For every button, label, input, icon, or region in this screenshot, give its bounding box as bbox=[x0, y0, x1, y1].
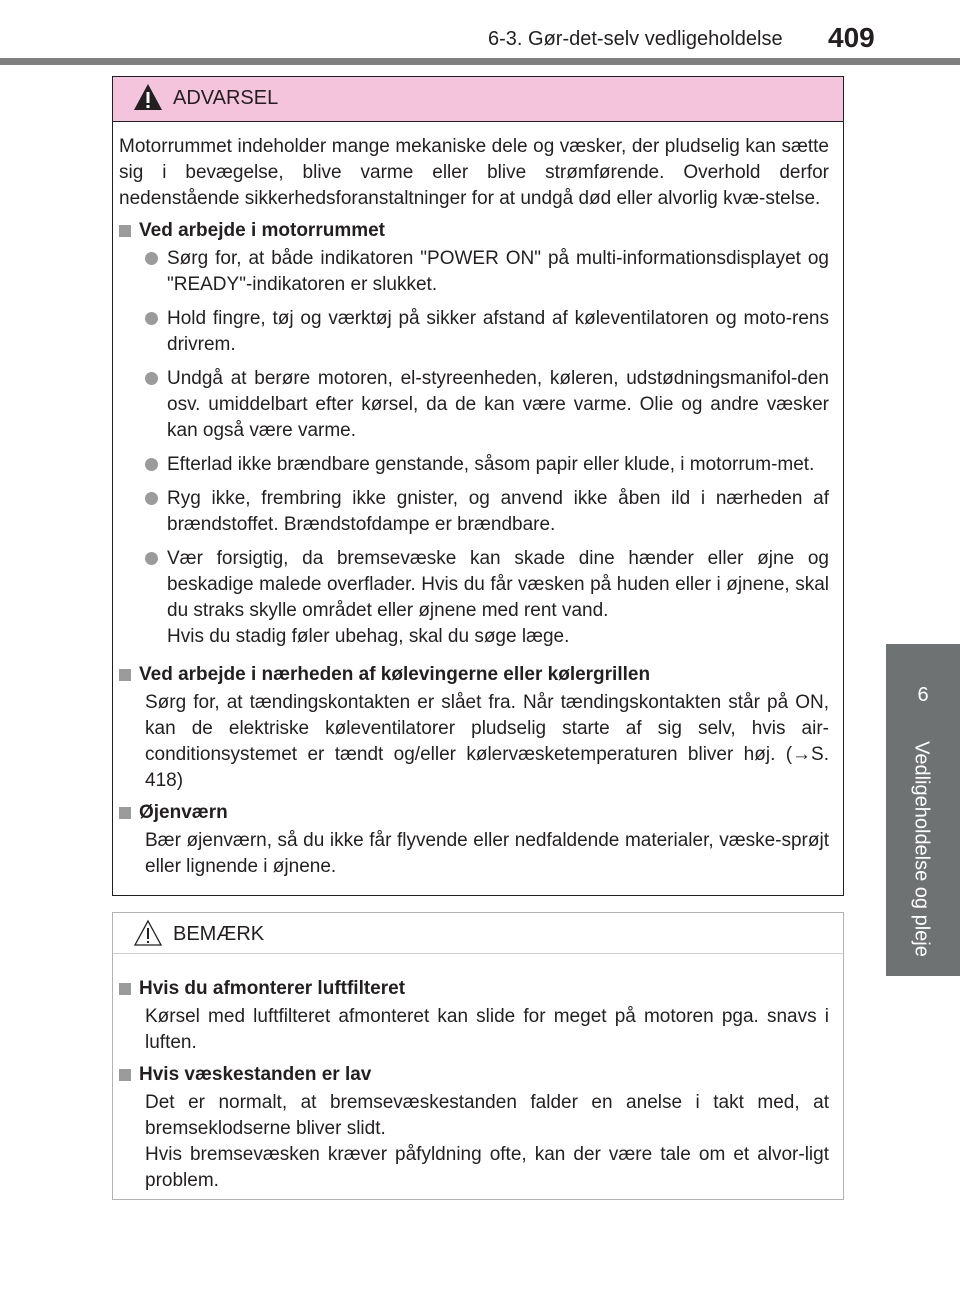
round-bullet-icon bbox=[145, 312, 158, 325]
round-bullet-icon bbox=[145, 372, 158, 385]
list-item bbox=[119, 306, 829, 358]
round-bullet-icon bbox=[145, 552, 158, 565]
section-text: Hvis bremsevæsken kræver påfyldning ofte, kan der være tale om et alvor-ligt problem. bbox=[145, 1144, 829, 1191]
section-title-text: Øjenværn bbox=[139, 802, 228, 823]
list-item bbox=[119, 486, 829, 538]
section-heading bbox=[119, 662, 829, 688]
square-bullet-icon bbox=[119, 225, 131, 237]
square-bullet-icon bbox=[119, 669, 131, 681]
page-number: 409 bbox=[828, 22, 875, 53]
section-text: Bær øjenværn, så du ikke får flyvende eller nedfaldende materialer, væske-sprøjt eller lignende i øjnene. bbox=[145, 830, 829, 877]
square-bullet-icon bbox=[119, 807, 131, 819]
warning-triangle-icon bbox=[133, 83, 163, 116]
section-heading bbox=[119, 218, 829, 244]
section-title-text: Ved arbejde i nærheden af kølevingerne eller kølergrillen bbox=[139, 664, 651, 685]
round-bullet-icon bbox=[145, 252, 158, 265]
notice-box bbox=[112, 912, 844, 1200]
notice-content bbox=[113, 954, 843, 1194]
list-item-text: Hvis du stadig føler ubehag, skal du søge læge. bbox=[167, 626, 570, 647]
square-bullet-icon bbox=[119, 983, 131, 995]
section-title-text: Ved arbejde i motorrummet bbox=[139, 220, 386, 241]
round-bullet-icon bbox=[145, 458, 158, 471]
notice-header bbox=[113, 913, 843, 954]
list-item-text: Ryg ikke, frembring ikke gnister, og anvend ikke åben ild i nærheden af brændstoffet. Brændstofdampe er brændbare. bbox=[167, 488, 829, 535]
list-item bbox=[119, 246, 829, 298]
list-item bbox=[119, 452, 829, 478]
list-item bbox=[119, 366, 829, 444]
warning-intro: Motorrummet indeholder mange mekaniske dele og væsker, der pludselig kan sætte sig i bevægelse, blive varme eller blive strømførende. Overhold derfor nedenstående sikkerhedsforanstaltninger for at undgå død eller alvorlig kvæ-stelse. bbox=[119, 136, 829, 209]
section-title: 6-3. Gør-det-selv vedligeholdelse bbox=[488, 28, 783, 50]
warning-label: ADVARSEL bbox=[173, 87, 279, 109]
round-bullet-icon bbox=[145, 492, 158, 505]
warning-box bbox=[112, 76, 844, 896]
header-rule bbox=[0, 58, 960, 65]
section-heading bbox=[119, 1062, 829, 1088]
notice-label: BEMÆRK bbox=[173, 923, 265, 945]
caution-triangle-icon bbox=[133, 919, 163, 952]
square-bullet-icon bbox=[119, 1069, 131, 1081]
section-heading bbox=[119, 800, 829, 826]
list-item-text: Undgå at berøre motoren, el-styreenheden, køleren, udstødningsmanifol-den osv. umiddelbart efter kørsel, da de kan være varme. Olie og andre væsker kan også være varme. bbox=[167, 368, 829, 441]
chapter-number: 6 bbox=[917, 684, 929, 706]
chapter-side-tab bbox=[886, 644, 960, 976]
chapter-title: Vedligeholdelse og pleje bbox=[910, 741, 933, 957]
list-item-text: Efterlad ikke brændbare genstande, såsom papir eller klude, i motorrum-met. bbox=[167, 454, 815, 475]
list-item-text: Hold fingre, tøj og værktøj på sikker afstand af køleventilatoren og moto-rens drivrem. bbox=[167, 308, 829, 355]
section-title-text: Hvis væskestanden er lav bbox=[139, 1064, 372, 1085]
warning-header bbox=[113, 77, 843, 122]
section-text: Sørg for, at tændingskontakten er slået fra. Når tændingskontakten står på ON, kan de elektriske køleventilatorer pludselig starte af sig selv, hvis air-conditionsystemet er tændt og/eller kølervæsketemperaturen bliver høj. (→S. 418) bbox=[145, 692, 829, 791]
list-item-text: Vær forsigtig, da bremsevæske kan skade dine hænder eller øjne og beskadige malede overflader. Hvis du får væsken på huden eller i øjnene, skal du straks skylle området eller øjnene med rent vand. bbox=[167, 548, 829, 621]
section-heading bbox=[119, 976, 829, 1002]
section-text: Kørsel med luftfilteret afmonteret kan slide for meget på motoren pga. snavs i luften. bbox=[145, 1006, 829, 1053]
list-item bbox=[119, 546, 829, 658]
list-item-text: Sørg for, at både indikatoren "POWER ON" på multi-informationsdisplayet og "READY"-indikatoren er slukket. bbox=[167, 248, 829, 295]
section-title-text: Hvis du afmonterer luftfilteret bbox=[139, 978, 406, 999]
section-text: Det er normalt, at bremsevæskestanden falder en anelse i takt med, at bremseklodserne bliver slidt. bbox=[145, 1092, 829, 1139]
warning-content bbox=[113, 122, 843, 880]
